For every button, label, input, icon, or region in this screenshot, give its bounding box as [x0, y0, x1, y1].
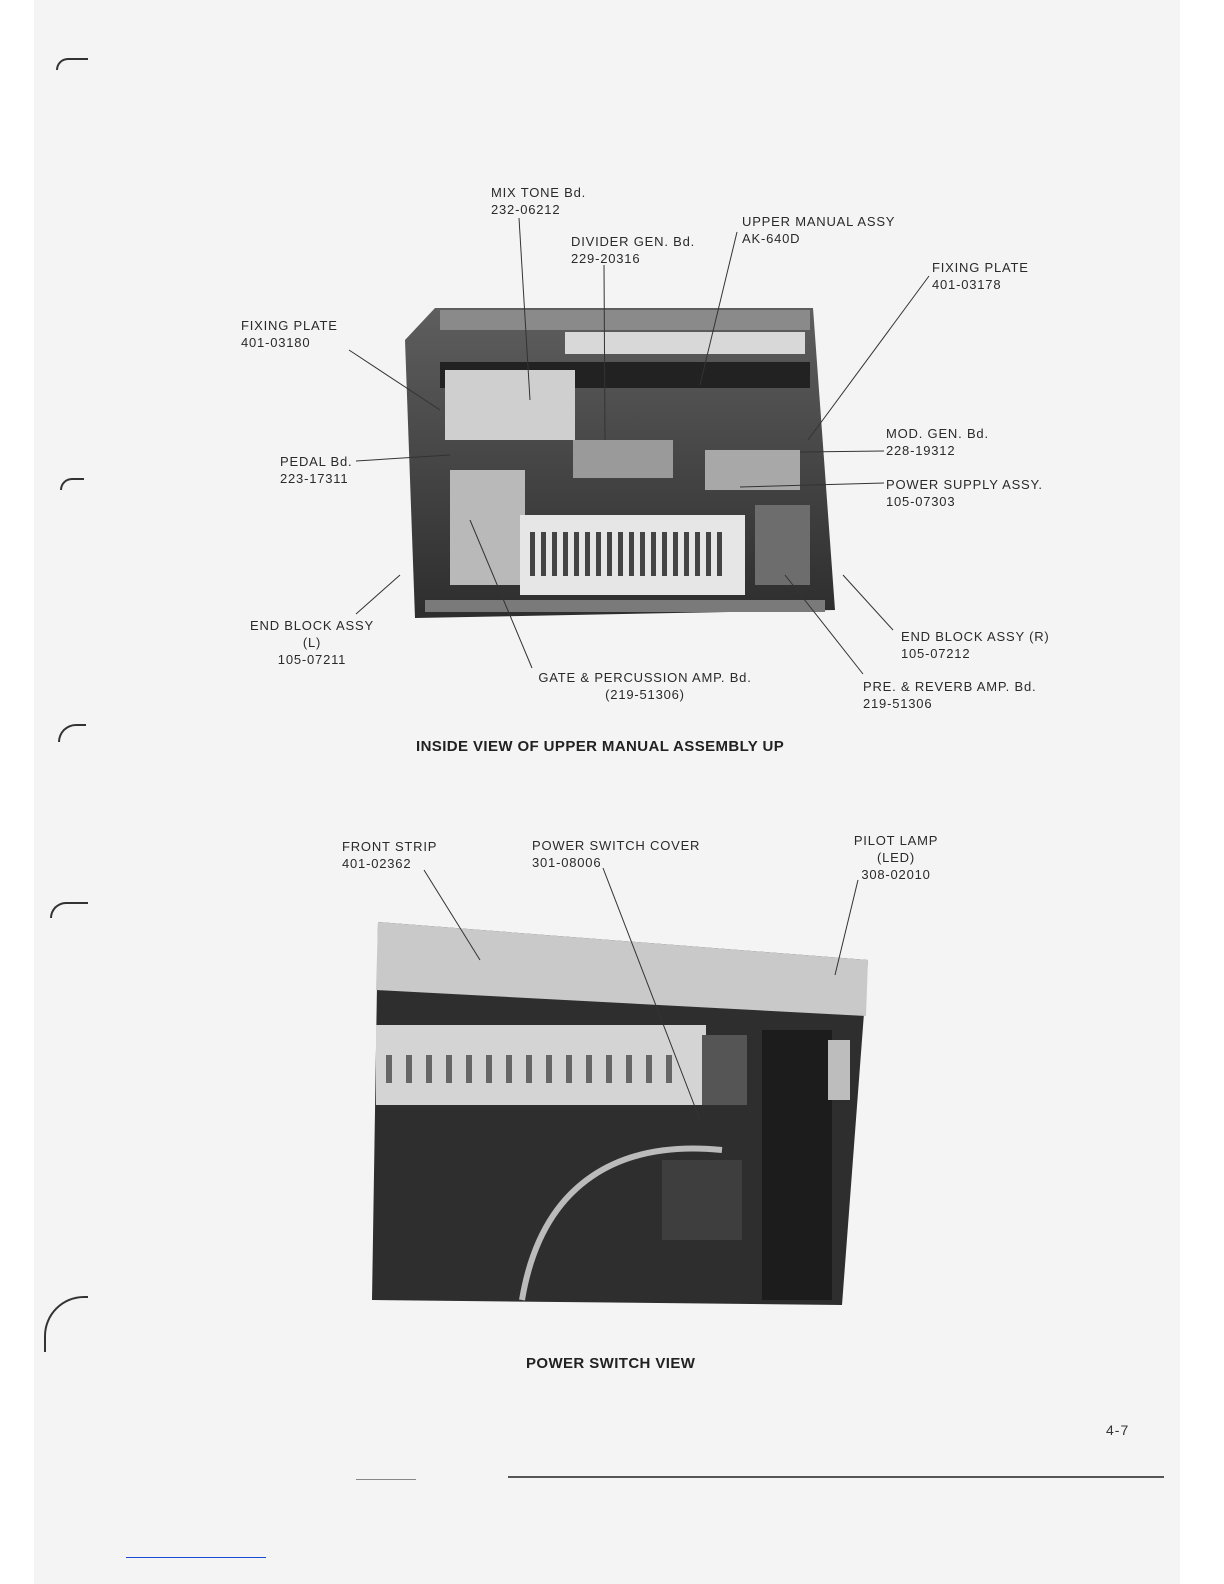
binder-mark — [56, 58, 88, 70]
callout-part-number: AK-640D — [742, 231, 801, 246]
callout-name: END BLOCK ASSY (R) — [901, 629, 1050, 644]
callout-part-number: 105-07303 — [886, 494, 956, 509]
page-number: 4-7 — [1106, 1422, 1130, 1438]
callout-part-number: 105-07212 — [901, 646, 971, 661]
callout-part-number: 105-07211 — [277, 652, 347, 667]
callout-name: MOD. GEN. Bd. — [886, 426, 989, 441]
callout-name: MIX TONE Bd. — [491, 185, 587, 200]
callout-name: POWER SUPPLY ASSY. — [886, 477, 1043, 492]
footer-rule-left — [356, 1479, 416, 1480]
callout-pilot-lamp — [844, 832, 948, 883]
photo-inside-view — [405, 300, 845, 630]
callout-fixing-plate-left — [241, 317, 338, 351]
binder-mark — [50, 902, 88, 918]
figure-caption-power-switch-view: POWER SWITCH VIEW — [526, 1355, 696, 1372]
callout-name: PRE. & REVERB AMP. Bd. — [863, 679, 1037, 694]
callout-name: DIVIDER GEN. Bd. — [571, 234, 696, 249]
callout-gate-percussion-amp-bd — [530, 669, 760, 703]
callout-part-number: 401-02362 — [342, 856, 412, 871]
callout-name: POWER SWITCH COVER — [532, 838, 701, 853]
callout-name: PEDAL Bd. — [280, 454, 353, 469]
callout-pre-reverb-amp-bd — [863, 678, 1036, 712]
callout-part-number: 401-03178 — [932, 277, 1002, 292]
callout-front-strip — [342, 838, 437, 872]
callout-pedal-bd — [280, 453, 352, 487]
callout-power-switch-cover — [532, 837, 700, 871]
footer-rule — [508, 1476, 1164, 1478]
callout-mix-tone-bd — [491, 184, 586, 218]
callout-part-number: 401-03180 — [241, 335, 311, 350]
callout-name: GATE & PERCUSSION AMP. Bd. — [538, 670, 752, 685]
callout-part-number: 229-20316 — [571, 251, 641, 266]
callout-part-number: 219-51306 — [863, 696, 933, 711]
footer-link-underline — [126, 1557, 266, 1558]
callout-upper-manual-assy — [742, 213, 895, 247]
callout-part-number: 308-02010 — [861, 867, 931, 882]
callout-name: FIXING PLATE — [932, 260, 1029, 275]
callout-name: FRONT STRIP — [342, 839, 438, 854]
callout-fixing-plate-right — [932, 259, 1029, 293]
callout-part-number: 301-08006 — [532, 855, 602, 870]
figure-caption-inside-view: INSIDE VIEW OF UPPER MANUAL ASSEMBLY UP — [416, 738, 785, 755]
callout-name-suffix: (L) — [302, 635, 322, 650]
callout-part-number: 228-19312 — [886, 443, 956, 458]
callout-power-supply-assy — [886, 476, 1043, 510]
callout-name: END BLOCK ASSY — [250, 618, 374, 633]
callout-part-number: 232-06212 — [491, 202, 561, 217]
callout-mod-gen-bd — [886, 425, 989, 459]
callout-name: UPPER MANUAL ASSY — [742, 214, 896, 229]
callout-part-number: 223-17311 — [280, 471, 349, 486]
callout-part-number: (219-51306) — [605, 687, 685, 702]
callout-divider-gen-bd — [571, 233, 695, 267]
callout-name: FIXING PLATE — [241, 318, 338, 333]
callout-end-block-assy-left — [244, 617, 380, 668]
callout-name: PILOT LAMP — [853, 833, 939, 848]
binder-mark — [60, 478, 84, 490]
callout-name-suffix: (LED) — [877, 850, 915, 865]
callout-end-block-assy-right — [901, 628, 1050, 662]
photo-power-switch-view — [372, 920, 880, 1308]
